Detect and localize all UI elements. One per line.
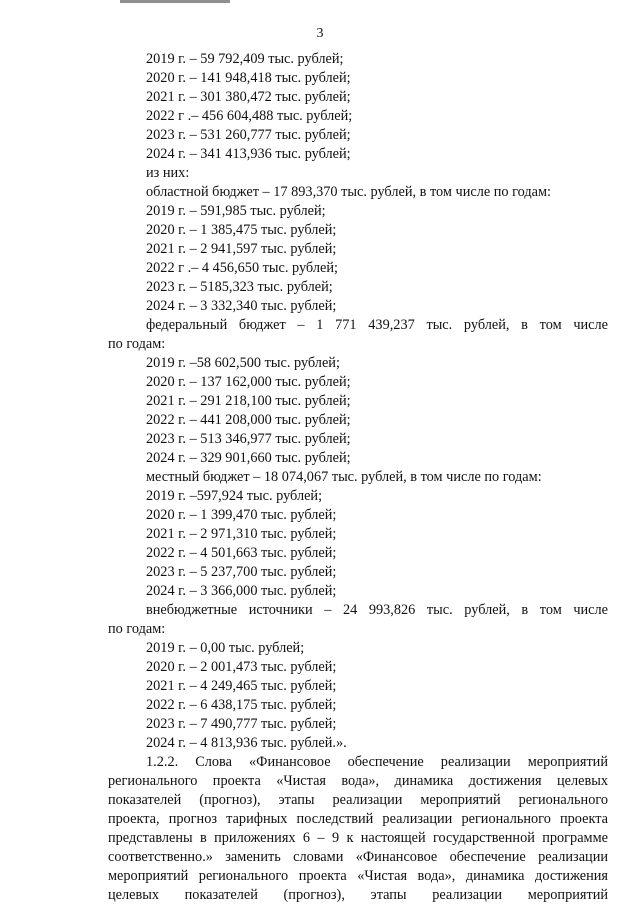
funding-line: 2023 г. – 531 260,777 тыс. рублей; — [146, 127, 351, 143]
funding-line: 2021 г. – 4 249,465 тыс. рублей; — [146, 678, 337, 694]
paragraph-line: регионального проекта «Чистая вода», динамика достижения целевых — [108, 773, 608, 789]
funding-line: 2019 г. – 0,00 тыс. рублей; — [146, 640, 305, 656]
paragraph-line: представлены в приложениях 6 – 9 к настоящей государственной программе — [108, 830, 608, 846]
extrabudget-line: внебюджетные источники – 24 993,826 тыс. рублей, в том числе — [146, 602, 608, 618]
funding-line: 2020 г. – 2 001,473 тыс. рублей; — [146, 659, 337, 675]
federal-budget-line: федеральный бюджет – 1 771 439,237 тыс. рублей, в том числе — [146, 317, 608, 333]
funding-line: 2019 г. – 591,985 тыс. рублей; — [146, 203, 326, 219]
paragraph-line: соответственно.» заменить словами «Финансовое обеспечение реализации — [108, 849, 608, 865]
funding-line: 2022 г. – 6 438,175 тыс. рублей; — [146, 697, 337, 713]
funding-line: 2021 г. – 301 380,472 тыс. рублей; — [146, 89, 351, 105]
funding-line: 2020 г. – 141 948,418 тыс. рублей; — [146, 70, 351, 86]
funding-line: 2019 г. –597,924 тыс. рублей; — [146, 488, 323, 504]
extrabudget-cont: по годам: — [108, 621, 166, 637]
funding-line: местный бюджет – 18 074,067 тыс. рублей, в том числе по годам: — [146, 469, 542, 485]
funding-line: 2024 г. – 3 332,340 тыс. рублей; — [146, 298, 337, 314]
funding-years-extrabudget — [108, 639, 608, 753]
paragraph-line: проекта, прогноз тарифных последствий реализации регионального проекта — [108, 811, 608, 827]
funding-line: 2023 г. – 513 346,977 тыс. рублей; — [146, 431, 351, 447]
funding-line: 2021 г. – 2 971,310 тыс. рублей; — [146, 526, 337, 542]
paragraph-line: показателей (прогноз), этапы реализации мероприятий регионального — [108, 792, 608, 808]
funding-line: 2022 г. – 441 208,000 тыс. рублей; — [146, 412, 351, 428]
funding-line: 2024 г. – 341 413,936 тыс. рублей; — [146, 146, 351, 162]
funding-line: 2023 г. – 5185,323 тыс. рублей; — [146, 279, 333, 295]
document-body — [108, 50, 608, 905]
funding-line: 2019 г. – 59 792,409 тыс. рублей; — [146, 51, 344, 67]
funding-line: 2024 г. – 329 901,660 тыс. рублей; — [146, 450, 351, 466]
funding-line: 2023 г. – 5 237,700 тыс. рублей; — [146, 564, 337, 580]
page-number: 3 — [316, 26, 324, 41]
scan-artifact — [120, 0, 230, 3]
funding-line: 2024 г. – 3 366,000 тыс. рублей; — [146, 583, 337, 599]
funding-years-total — [108, 50, 608, 316]
funding-line: 2020 г. – 1 399,470 тыс. рублей; — [146, 507, 337, 523]
funding-line: 2022 г .– 456 604,488 тыс. рублей; — [146, 108, 353, 124]
funding-years-federal-local — [108, 354, 608, 601]
paragraph-line: целевых показателей (прогноз), этапы реализации мероприятий — [108, 887, 608, 903]
paragraph-line: мероприятий регионального проекта «Чистая вода», динамика достижения — [108, 868, 608, 884]
paragraph-1-2-2 — [108, 753, 608, 905]
funding-line: 2022 г. – 4 501,663 тыс. рублей; — [146, 545, 337, 561]
funding-line: 2021 г. – 291 218,100 тыс. рублей; — [146, 393, 351, 409]
funding-line: областной бюджет – 17 893,370 тыс. рублей, в том числе по годам: — [146, 184, 552, 200]
federal-budget-cont: по годам: — [108, 336, 166, 352]
paragraph-line: 1.2.2. Слова «Финансовое обеспечение реализации мероприятий — [146, 754, 608, 770]
funding-line: 2024 г. – 4 813,936 тыс. рублей.». — [146, 735, 347, 751]
funding-line: из них: — [146, 165, 190, 181]
funding-line: 2021 г. – 2 941,597 тыс. рублей; — [146, 241, 337, 257]
funding-line: 2019 г. –58 602,500 тыс. рублей; — [146, 355, 340, 371]
funding-line: 2020 г. – 137 162,000 тыс. рублей; — [146, 374, 351, 390]
funding-line: 2023 г. – 7 490,777 тыс. рублей; — [146, 716, 337, 732]
funding-line: 2020 г. – 1 385,475 тыс. рублей; — [146, 222, 337, 238]
funding-line: 2022 г .– 4 456,650 тыс. рублей; — [146, 260, 338, 276]
